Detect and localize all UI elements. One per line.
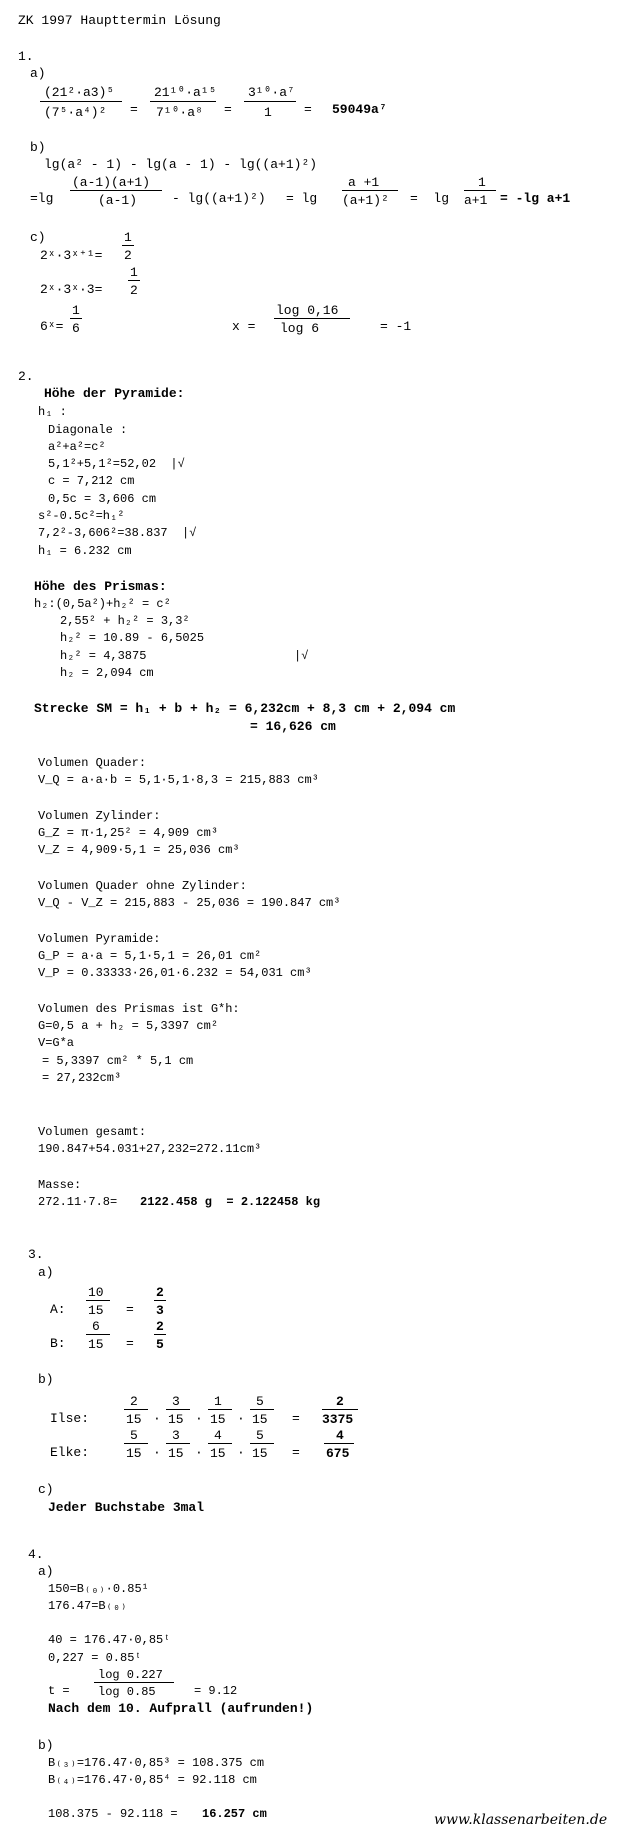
section-heading: Volumen Quader: [38,756,147,770]
fraction-denominator: 15 [252,1446,268,1461]
calc-line: 108.375 - 92.118 = [48,1807,185,1821]
calc-line: 272.11·7.8= [38,1195,118,1209]
task-1b-result: = -lg a+1 [500,191,571,206]
task-1b-eq-lg: = lg [286,191,318,206]
calc-line: G_Z = π·1,25² = 4,909 cm³ [38,826,219,840]
task-1a-f1-denominator: (7⁵·a⁴)² [44,105,107,120]
task-1a-f3-denominator: 1 [264,105,272,120]
heading-prism-height: Höhe des Prismas: [34,579,167,594]
equals-sign: = [126,1336,134,1351]
calc-line: B₍₄₎=176.47·0,85⁴ = 92.118 cm [48,1773,257,1787]
task-1b-eq-lg2: = lg [410,191,450,206]
fraction-numerator: 3 [172,1394,180,1409]
times-dot: · [153,1445,161,1460]
row-label-ilse: Ilse: [50,1411,90,1426]
fraction-denominator: 15 [126,1446,142,1461]
task-2-number: 2. [18,369,34,384]
strecke-sm-result: = 16,626 cm [250,719,336,734]
fraction-numerator: 3 [172,1428,180,1443]
task-1c-x-eq: x = [232,319,256,334]
calc-line: B₍₃₎=176.47·0,85³ = 108.375 cm [48,1756,265,1770]
fraction-numerator: 5 [256,1428,264,1443]
calc-line: = 27,232cm³ [42,1071,122,1085]
fraction-denominator: 2 [124,248,132,263]
equals-sign: = [130,102,138,117]
task-1b-f3-denominator: a+1 [464,193,488,208]
fraction-denominator: 15 [126,1412,142,1427]
fraction-numerator: 2 [130,1394,138,1409]
calc-line: 5,1²+5,1²=52,02 |√ [48,457,185,471]
task-1b-prefix: =lg [30,191,54,206]
fraction-denominator: 5 [156,1337,164,1352]
fraction-denominator: 6 [72,321,80,336]
fraction-numerator: 1 [130,265,138,280]
calc-line: 0,5c = 3,606 cm [48,492,157,506]
section-heading: Volumen gesamt: [38,1125,147,1139]
fraction-denominator: 2 [130,283,138,298]
section-heading: Volumen des Prismas ist G*h: [38,1002,240,1016]
fraction-numerator: 4 [336,1428,344,1443]
equals-sign: = [292,1445,300,1460]
fraction-denominator: 675 [326,1446,350,1461]
fraction-denominator: 15 [88,1303,104,1318]
fraction-denominator: 3 [156,1303,164,1318]
row-label-b: B: [50,1336,66,1351]
task-1b-label: b) [30,140,46,155]
task-1c-line2: 2ˣ·3ˣ·3= [40,282,103,297]
equals-sign: = [224,102,232,117]
fraction-numerator: log 0.227 [98,1668,163,1682]
task-4b-label: b) [38,1738,54,1753]
task-3b-label: b) [38,1372,54,1387]
fraction-numerator: 10 [88,1285,104,1300]
calc-line: h₂² = 10.89 - 6,5025 [60,631,205,645]
task-4-number: 4. [28,1547,44,1562]
calc-line: 2,55² + h₂² = 3,3² [60,614,190,628]
fraction-numerator: 1 [214,1394,222,1409]
equals-sign: = [304,102,312,117]
equals-sign: = [126,1302,134,1317]
task-1a-f3-numerator: 3¹⁰·a⁷ [248,85,295,100]
calc-line: G=0,5 a + h₂ = 5,3397 cm² [38,1019,219,1033]
calc-line: 176.47=B₍₀₎ [48,1599,128,1613]
task-4a-answer: Nach dem 10. Aufprall (aufrunden!) [48,1701,314,1716]
row-label-elke: Elke: [50,1445,90,1460]
fraction-denominator: 15 [168,1412,184,1427]
task-4a-label: a) [38,1564,54,1579]
fraction-denominator: log 0.85 [98,1685,156,1699]
section-heading: Masse: [38,1178,82,1192]
site-watermark: www.klassenarbeiten.de [434,1812,608,1828]
calc-line: V_Q = a·a·b = 5,1·5,1·8,3 = 215,883 cm³ [38,773,319,787]
t-result: = 9.12 [194,1684,238,1698]
heading-pyramid-height: Höhe der Pyramide: [44,386,185,401]
times-dot: · [153,1411,161,1426]
calc-line: a²+a²=c² [48,440,106,454]
task-1a-f1-numerator: (21²·a3)⁵ [44,85,115,100]
fraction-denominator: 3375 [322,1412,354,1427]
task-3-number: 3. [28,1247,44,1262]
section-heading: Volumen Quader ohne Zylinder: [38,879,247,893]
calc-line: 7,2²-3,606²=38.837 |√ [38,526,197,540]
calc-line: h₂² = 4,3875 [60,649,147,663]
fraction-denominator: 15 [210,1446,226,1461]
calc-line: 0,227 = 0.85ᵗ [48,1651,142,1665]
calc-line: V_Z = 4,909·5,1 = 25,036 cm³ [38,843,240,857]
calc-line: V=G*a [38,1036,75,1050]
task-1b-line1: lg(a² - 1) - lg(a - 1) - lg((a+1)²) [44,157,318,172]
fraction-numerator: 6 [92,1319,100,1334]
calc-line: 40 = 176.47·0,85ᵗ [48,1633,171,1647]
calc-line: h₂ = 2,094 cm [60,666,154,680]
section-heading: Volumen Zylinder: [38,809,161,823]
fraction-denominator: 15 [168,1446,184,1461]
task-1c-line3: 6ˣ= [40,319,64,334]
calc-line: V_P = 0.33333·26,01·6.232 = 54,031 cm³ [38,966,312,980]
fraction-numerator: 2 [336,1394,344,1409]
calc-line: c = 7,212 cm [48,474,135,488]
fraction-numerator: 2 [156,1319,164,1334]
calc-line: G_P = a·a = 5,1·5,1 = 26,01 cm² [38,949,262,963]
calc-line: V_Q - V_Z = 215,883 - 25,036 = 190.847 cm³ [38,896,341,910]
task-3c-answer: Jeder Buchstabe 3mal [48,1500,205,1515]
task-1b-f1-numerator: (a-1)(a+1) [72,175,151,190]
fraction-denominator: 15 [88,1337,104,1352]
fraction-denominator: 15 [210,1412,226,1427]
fraction-numerator: 4 [214,1428,222,1443]
calc-line: = 5,3397 cm² * 5,1 cm [42,1054,194,1068]
task-1a-label: a) [30,66,46,81]
task-1-number: 1. [18,49,34,64]
task-1a-result: 59049a⁷ [332,102,387,117]
task-1b-f2-numerator: a +1 [348,175,380,190]
task-3a-label: a) [38,1265,54,1280]
task-1c-x-numerator: log 0,16 [276,303,339,318]
diagonal-heading: Diagonale : [48,423,128,437]
fraction-numerator: 1 [124,230,132,245]
times-dot: · [195,1411,203,1426]
fraction-numerator: 5 [256,1394,264,1409]
h1-label: h₁ : [38,405,67,419]
task-4b-result: 16.257 cm [202,1807,267,1821]
calc-line: 150=B₍₀₎·0.85¹ [48,1582,149,1596]
equals-sign: = [292,1411,300,1426]
task-1b-f3-numerator: 1 [478,175,486,190]
task-1c-x-denominator: log 6 [280,321,320,336]
fraction-numerator: 2 [156,1285,164,1300]
times-dot: · [237,1445,245,1460]
calc-line: s²-0.5c²=h₁² [38,509,125,523]
strecke-sm: Strecke SM = h₁ + b + h₂ = 6,232cm + 8,3 cm + 2,094 cm [34,701,456,716]
page-title: ZK 1997 Haupttermin Lösung [18,13,221,28]
fraction-numerator: 1 [72,303,80,318]
t-equals: t = [48,1684,70,1698]
task-1b-f2-denominator: (a+1)² [342,193,389,208]
task-1a-f2-denominator: 7¹⁰·a⁸ [156,105,203,120]
calc-line: |√ [294,649,309,663]
task-1b-f1-denominator: (a-1) [98,193,138,208]
task-3c-label: c) [38,1482,54,1497]
task-1b-mid: - lg((a+1)²) [172,191,266,206]
task-1c-x-result: = -1 [380,319,412,334]
fraction-denominator: 15 [252,1412,268,1427]
task-1a-f2-numerator: 21¹⁰·a¹⁵ [154,85,217,100]
calc-line: h₁ = 6.232 cm [38,544,132,558]
task-1c-line1: 2ˣ·3ˣ⁺¹= [40,248,103,263]
task-1c-label: c) [30,230,46,245]
calc-line: h₂:(0,5a²)+h₂² = c² [34,597,171,611]
calc-line: 190.847+54.031+27,232=272.11cm³ [38,1142,262,1156]
section-heading: Volumen Pyramide: [38,932,161,946]
times-dot: · [195,1445,203,1460]
fraction-numerator: 5 [130,1428,138,1443]
mass-result: 2122.458 g = 2.122458 kg [140,1195,321,1209]
times-dot: · [237,1411,245,1426]
row-label-a: A: [50,1302,66,1317]
